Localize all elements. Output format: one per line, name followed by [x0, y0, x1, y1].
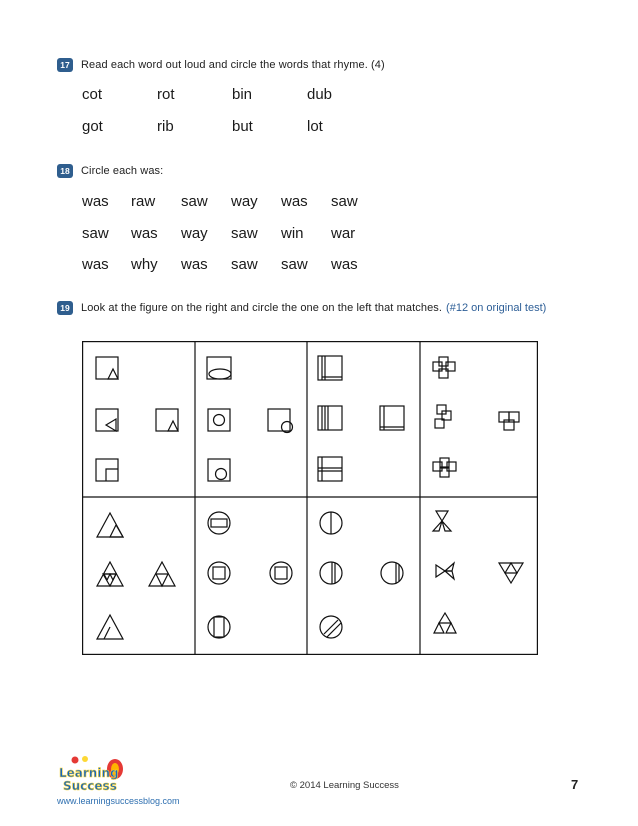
word-option[interactable]: bin — [232, 86, 253, 103]
word-option[interactable]: was — [281, 193, 308, 210]
question-number-badge: 19 — [57, 301, 73, 315]
word-option[interactable]: rib — [157, 118, 174, 135]
question-instruction: Read each word out loud and circle the words that rhyme. (4) — [81, 59, 385, 71]
word-option[interactable]: saw — [231, 225, 258, 242]
original-test-note: (#12 on original test) — [446, 302, 547, 314]
word-option[interactable]: way — [231, 193, 258, 210]
learning-success-logo — [57, 755, 127, 793]
figure-cell-circle-lines[interactable] — [320, 512, 403, 638]
question-17-header — [57, 58, 385, 72]
word-option[interactable]: way — [181, 225, 208, 242]
figure-cell-overlapping-squares[interactable] — [433, 357, 519, 477]
word-option[interactable]: dub — [307, 86, 333, 103]
question-instruction: Look at the figure on the right and circle the one on the left that matches. — [81, 302, 443, 314]
question-18-header — [57, 164, 163, 178]
word-option[interactable]: but — [232, 118, 253, 135]
website-link[interactable]: www.learningsuccessblog.com — [57, 796, 180, 806]
word-option[interactable]: got — [82, 118, 103, 135]
word-option[interactable]: saw — [231, 256, 258, 273]
word-option[interactable]: was — [82, 256, 109, 273]
figure-cell-triangle-flowers[interactable] — [433, 511, 523, 633]
word-option[interactable]: raw — [131, 193, 156, 210]
figure-cell-square-triangle[interactable] — [96, 357, 178, 481]
word-option[interactable]: was — [331, 256, 358, 273]
word-option[interactable]: saw — [181, 193, 208, 210]
page-number: 7 — [571, 777, 579, 792]
word-option[interactable]: saw — [331, 193, 358, 210]
question-number-badge: 18 — [57, 164, 73, 178]
figure-cell-square-lines[interactable] — [318, 356, 404, 481]
word-option[interactable]: saw — [82, 225, 109, 242]
question-instruction: Circle each was: — [81, 165, 164, 177]
word-option[interactable]: why — [131, 256, 158, 273]
figure-cell-triangles[interactable] — [97, 513, 175, 639]
word-option[interactable]: was — [181, 256, 208, 273]
word-option[interactable]: war — [331, 225, 356, 242]
svg-text:Learning: Learning — [59, 766, 119, 780]
question-19-header — [57, 301, 546, 315]
word-option[interactable]: win — [281, 225, 304, 242]
figure-matching-grid — [82, 341, 538, 655]
word-option[interactable]: was — [131, 225, 158, 242]
svg-text:Success: Success — [63, 779, 117, 793]
figure-cell-circle-shapes[interactable] — [208, 512, 292, 638]
grid-border — [83, 342, 538, 655]
word-option[interactable]: lot — [307, 118, 323, 135]
word-option[interactable]: rot — [157, 86, 175, 103]
word-option[interactable]: cot — [82, 86, 103, 103]
question-number-badge: 17 — [57, 58, 73, 72]
word-option[interactable]: was — [82, 193, 109, 210]
copyright-text: © 2014 Learning Success — [290, 780, 399, 791]
word-option[interactable]: saw — [281, 256, 308, 273]
figure-cell-square-circle[interactable] — [207, 357, 293, 481]
